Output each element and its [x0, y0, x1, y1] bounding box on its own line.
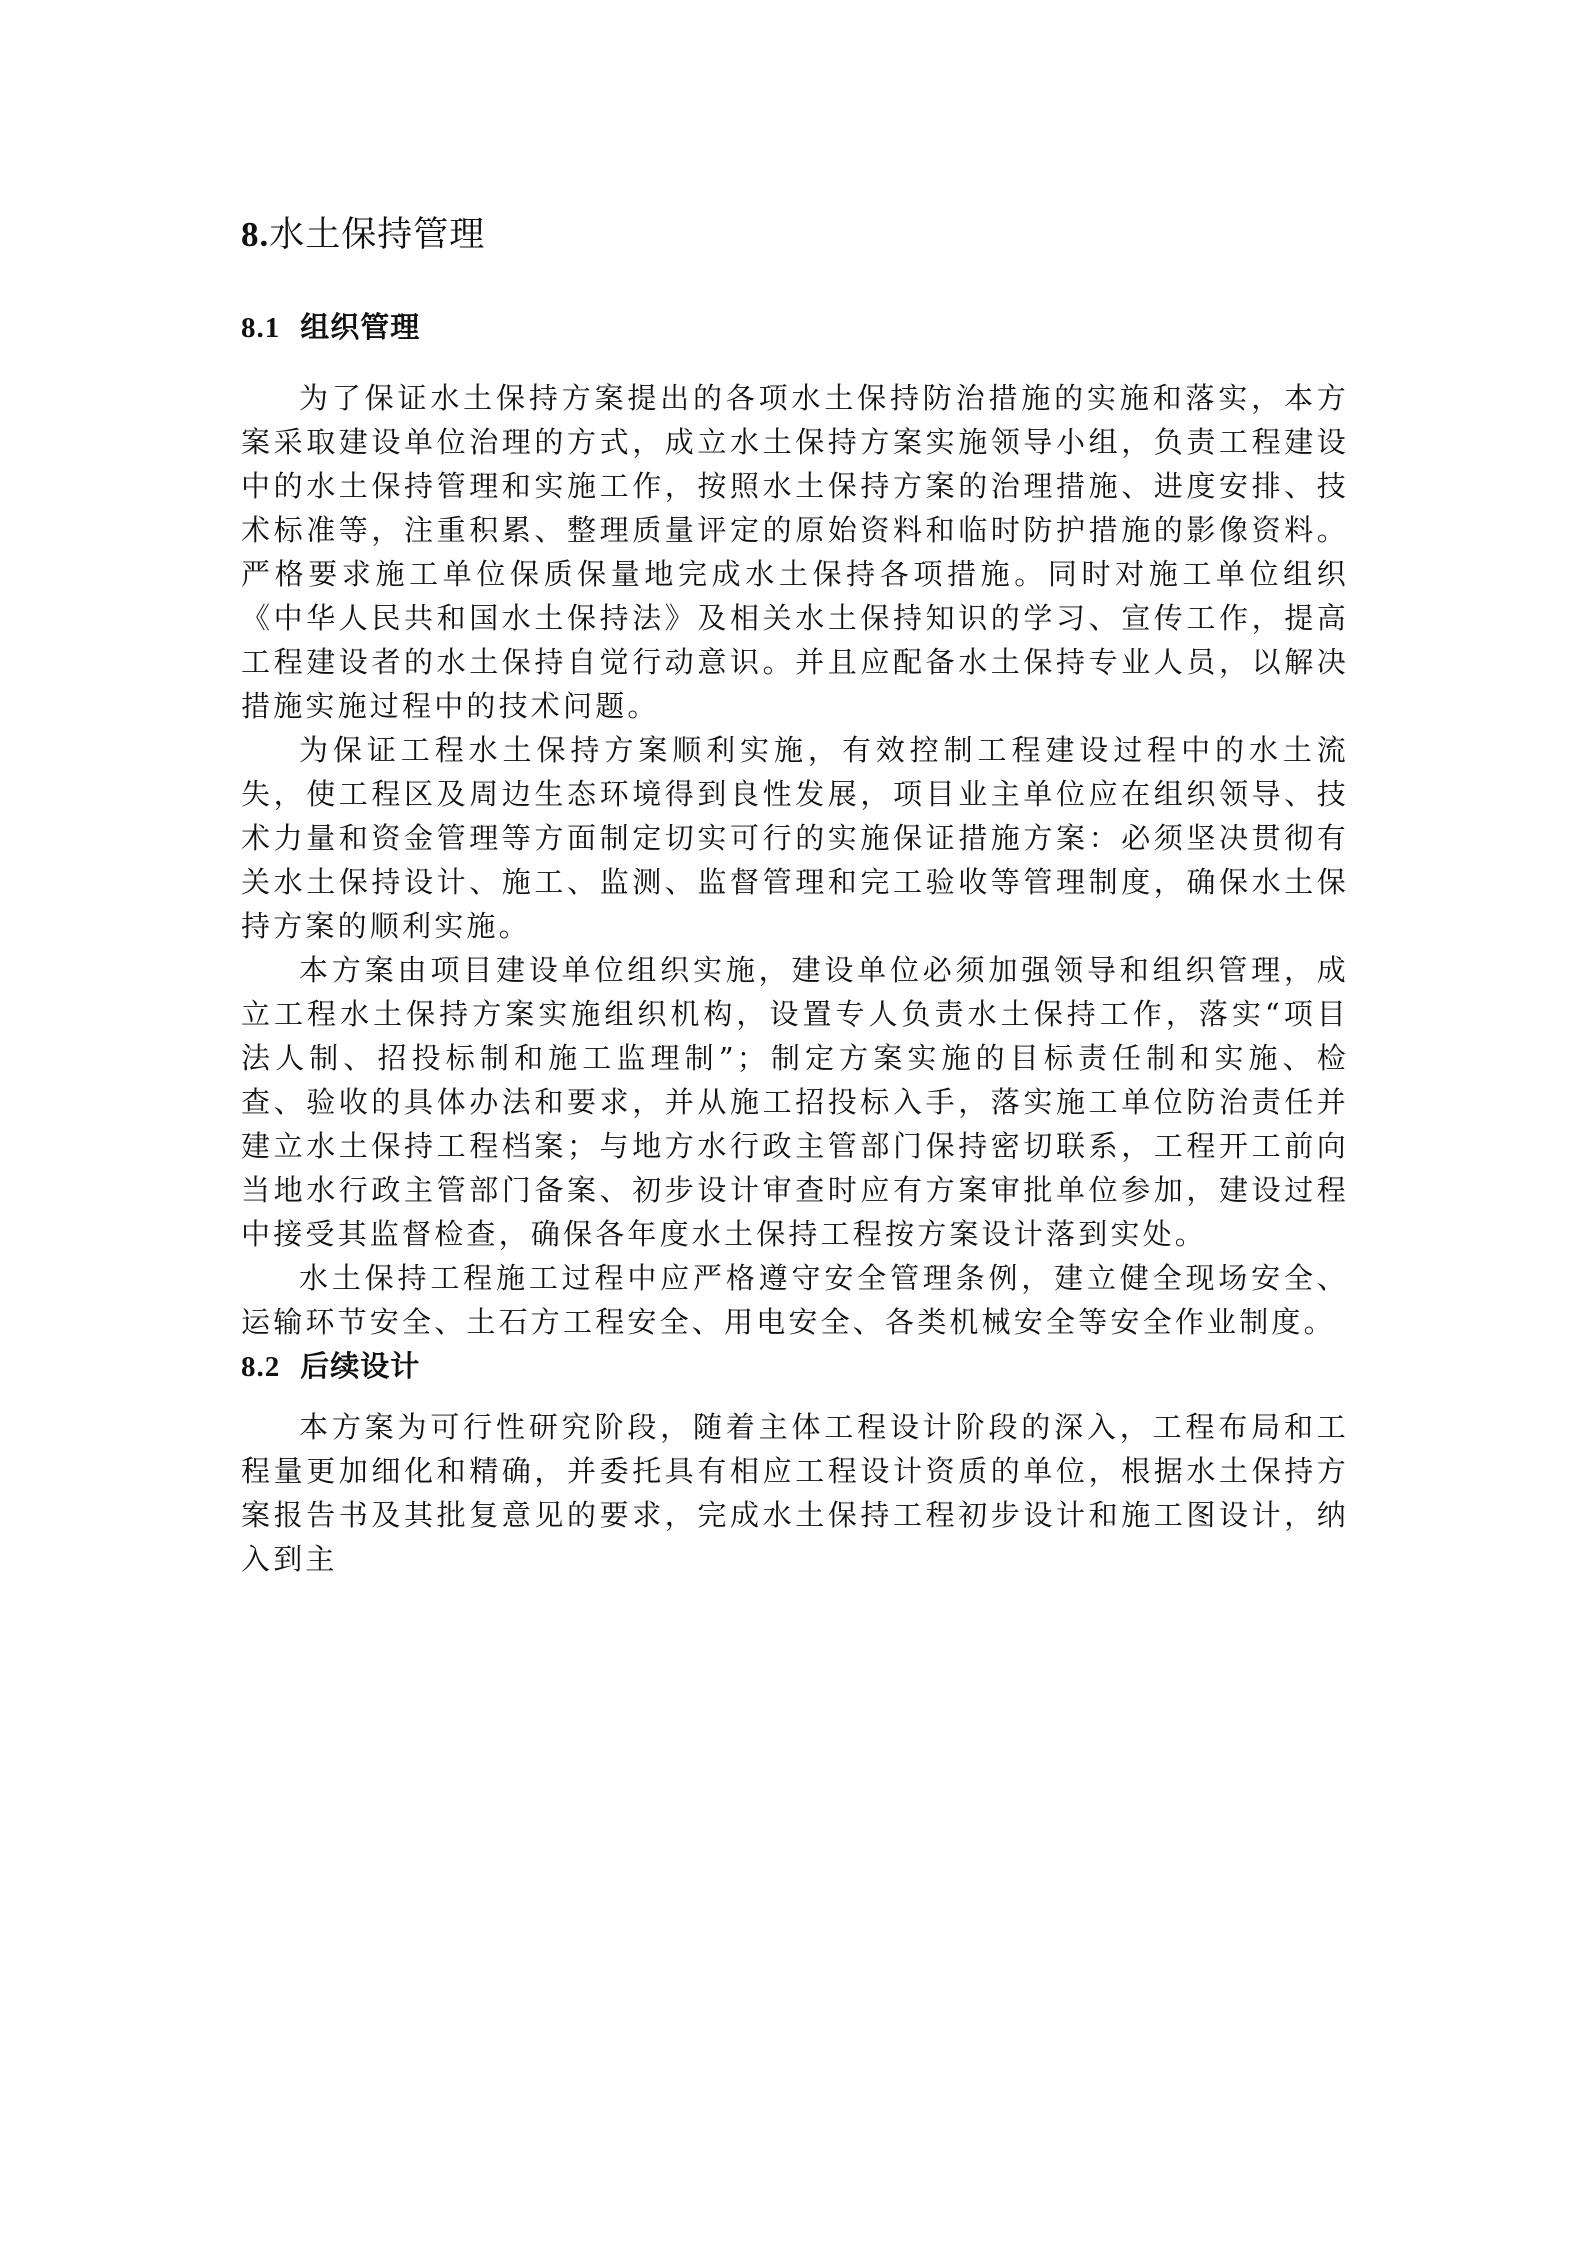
chapter-number: 8.: [241, 215, 270, 254]
paragraph: 为保证工程水土保持方案顺利实施，有效控制工程建设过程中的水土流失，使工程区及周边生态环境得到良性发展，项目业主单位应在组织领导、技术力量和资金管理等方面制定切实可行的实施保证措施方案：必须坚决贯彻有关水土保持设计、施工、监测、监督管理和完工验收等管理制度，确保水土保持方案的顺利实施。: [241, 733, 1349, 943]
paragraph: 本方案为可行性研究阶段，随着主体工程设计阶段的深入，工程布局和工程量更加细化和精确，并委托具有相应工程设计资质的单位，根据水土保持方案报告书及其批复意见的要求，完成水土保持工程初步设计和施工图设计，纳入到主: [241, 1410, 1349, 1576]
section-number: 8.2: [241, 1351, 281, 1383]
paragraph: 本方案由项目建设单位组织实施，建设单位必须加强领导和组织管理，成立工程水土保持方案实施组织机构，设置专人负责水土保持工作，落实“项目法人制、招投标制和施工监理制”；制定方案实施的目标责任制和实施、检查、验收的具体办法和要求，并从施工招投标入手，落实施工单位防治责任并建立水土保持工程档案；与地方水行政主管部门保持密切联系，工程开工前向当地水行政主管部门备案、初步设计审查时应有方案审批单位参加，建设过程中接受其监督检查，确保各年度水土保持工程按方案设计落到实处。: [241, 953, 1349, 1251]
chapter-title: 水土保持管理: [269, 215, 486, 255]
section-heading-8-1: [241, 305, 1349, 350]
section-number: 8.1: [241, 312, 281, 344]
chapter-heading: [241, 205, 1349, 265]
section-title: 后续设计: [300, 1349, 421, 1383]
section-title: 组织管理: [300, 310, 421, 344]
document-body: [241, 205, 1349, 1581]
paragraph: 水土保持工程施工过程中应严格遵守安全管理条例，建立健全现场安全、运输环节安全、土石方工程安全、用电安全、各类机械安全等安全作业制度。: [241, 1261, 1349, 1339]
paragraph: 为了保证水土保持方案提出的各项水土保持防治措施的实施和落实，本方案采取建设单位治理的方式，成立水土保持方案实施领导小组，负责工程建设中的水土保持管理和实施工作，按照水土保持方案的治理措施、进度安排、技术标准等，注重积累、整理质量评定的原始资料和临时防护措施的影像资料。严格要求施工单位保质保量地完成水土保持各项措施。同时对施工单位组织《中华人民共和国水土保持法》及相关水土保持知识的学习、宣传工作，提高工程建设者的水土保持自觉行动意识。并且应配备水土保持专业人员，以解决措施实施过程中的技术问题。: [241, 381, 1349, 723]
section-heading-8-2: [241, 1344, 1349, 1389]
